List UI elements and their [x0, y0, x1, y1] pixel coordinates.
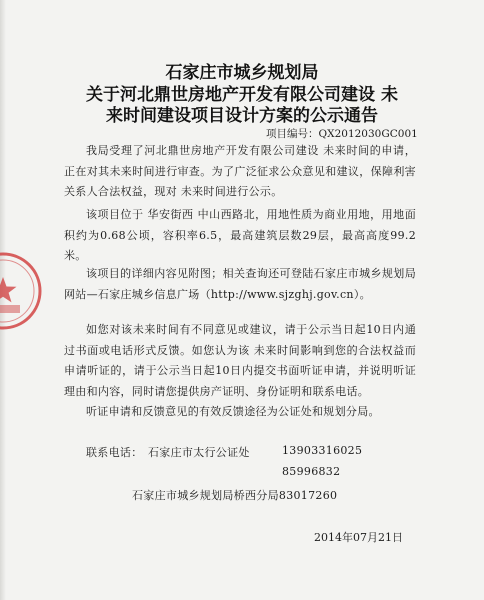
paragraph-channels: 听证申请和反馈意见的有效反馈途径为公证处和规划分局。	[86, 405, 380, 418]
paragraph-feedback: 如您对该未来时间有不同意见或建议，请于公示当日起10日内通过书面或电话形式反馈。如您认为该 未来时间影响到您的合法权益而申请听证的，请于公示当日起10日内提交书面听证申请，并说明听证理由和内容，同时请您提供房产证明、身份证明和联系电话。	[64, 323, 416, 398]
contact-office-bureau: 石家庄市城乡规划局桥西分局83017260	[132, 489, 338, 502]
contact-phone-1: 13903316025	[282, 444, 363, 457]
contact-label: 联系电话：	[86, 446, 143, 459]
notice-title-line2: 来时间建设项目设计方案的公示通告	[106, 106, 378, 126]
official-seal-icon	[0, 250, 44, 332]
paragraph-intro: 我局受理了河北鼎世房地产开发有限公司建设 未来时间的申请，正在对其未来时间进行审查。为了广泛征求公众意见和建议，保障利害关系人合法权益，现对 未来时间进行公示。	[64, 144, 416, 198]
project-number: 项目编号：QX2012030GC001	[266, 128, 418, 140]
paragraph-details: 该项目的详细内容见附图；相关查询还可登陆石家庄市城乡规划局网站—石家庄城乡信息广场（http://www.sjzghj.gov.cn）。	[64, 267, 416, 301]
issue-date: 2014年07月21日	[314, 531, 403, 544]
issuer-title: 石家庄市城乡规划局	[165, 63, 319, 83]
contact-phone-2: 85996832	[282, 465, 341, 478]
contact-office-notary: 石家庄市太行公证处	[148, 446, 250, 459]
notice-title-line1: 关于河北鼎世房地产开发有限公司建设 未	[86, 85, 398, 105]
paragraph-location: 该项目位于 华安街西 中山西路北，用地性质为商业用地，用地面积约为0.68公顷，容积率6.5，最高建筑层数29层，最高高度99.2米。	[64, 208, 416, 262]
